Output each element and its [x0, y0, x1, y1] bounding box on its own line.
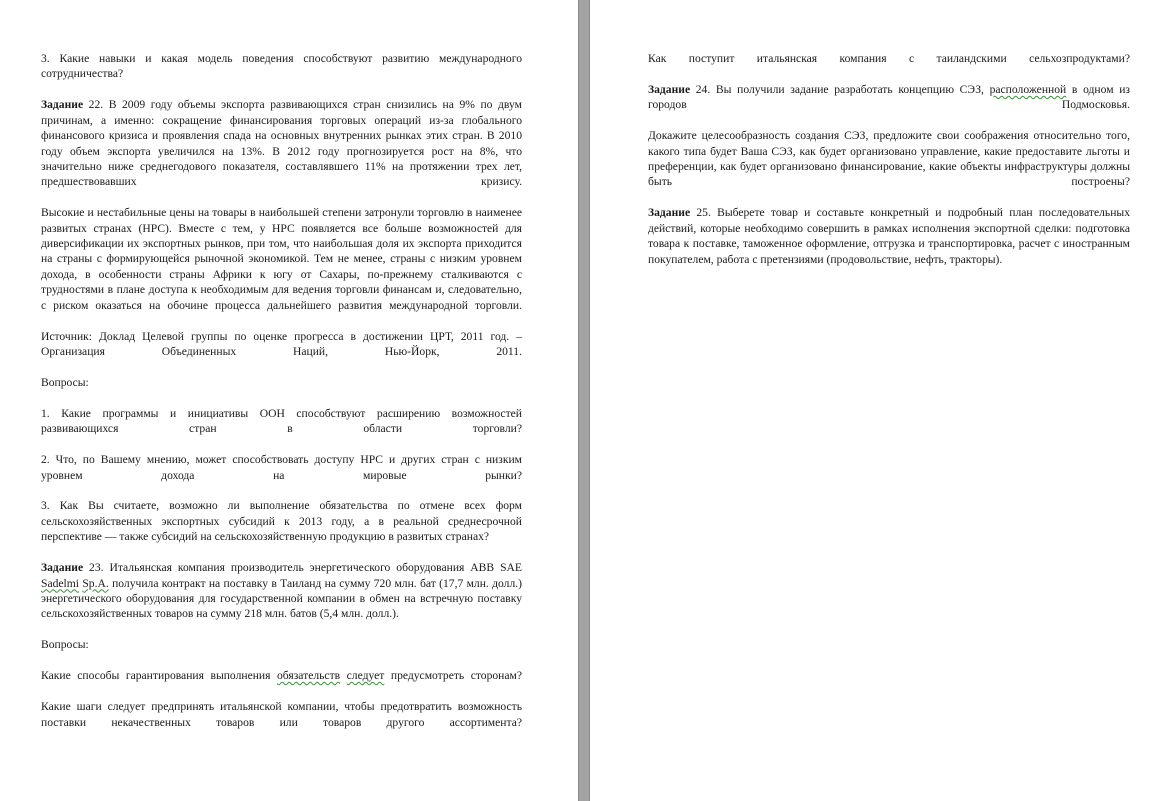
task-24-instructions: Докажите целесообразность создания СЭЗ, предложите свои соображения относительно того, какого типа будет Ваша СЭЗ, как будет организовано управление, какие предоставите льготы и преференции, как будет организовано финансирование, какие объекты инфраструктуры должны быть построены?: [648, 129, 1130, 189]
task-25-text: 25. Выберете товар и составьте конкретный и подробный план последовательных действий, которые необходимо совершить в рамках исполнения экспортной сделки: подготовка товара к поставке, таможенное оформление, отгрузка и транспортировка, расчет с иностранным покупателем, работа с претензиями (продовольствие, нефть, тракторы).: [648, 206, 1130, 266]
question-23-1: [41, 668, 522, 683]
task-label: Задание: [648, 206, 691, 220]
q23-1-text-a: Какие способы гарантирования выполнения: [41, 669, 277, 683]
task-label: Задание: [41, 561, 84, 575]
task-24-text-b: в одном из городов Подмосковья.: [648, 82, 1131, 112]
paragraph-commodity-prices: Высокие и нестабильные цены на товары в наибольшей степени затронули торговлю в наименее развитых странах (НРС). Вместе с тем, у НРС появляется все больше возможностей для диверсификации их экспортных рынков, при том, что наибольшая доля их экспорта приходится на страны с формирующейся рыночной экономикой. Тем не менее, страны с низким уровнем дохода, в особенности страны Африки к югу от Сахары, по-прежнему сталкиваются с трудностями в плане доступа к необходимым для ведения торговли финансам и, следовательно, с риском оказаться на обочине процесса дальнейшего развития международной торговли.: [41, 206, 522, 312]
task-25-paragraph: [648, 205, 1130, 267]
questions-heading-2: Вопросы:: [41, 638, 89, 652]
question-23-3: Как поступит итальянская компания с таиландскими сельхозпродуктами?: [648, 52, 1130, 65]
task-24-paragraph: [648, 82, 1130, 113]
right-page-text-column: [648, 51, 1130, 282]
task-23-paragraph: [41, 560, 522, 622]
source-citation: Источник: Доклад Целевой группы по оценке прогресса в достижении ЦРТ, 2011 год. – Организация Объединенных Наций, Нью-Йорк, 2011.: [41, 329, 522, 358]
spellcheck-word[interactable]: обязательств: [276, 669, 341, 683]
task-23-text-b: получила контракт на поставку в Таиланд на сумму 720 млн. бат (17,7 млн. долл.) энергетического оборудования для государственной компании в обмен на встречную поставку сельскохозяйственных товаров на сумму 218 млн. батов (5,4 млн. долл.).: [41, 576, 522, 621]
left-page-text-column: [41, 51, 522, 745]
task-label: Задание: [648, 82, 691, 96]
spellcheck-word[interactable]: расположенной: [989, 82, 1067, 96]
question-23-2: Какие шаги следует предпринять итальянской компании, чтобы предотвратить возможность поставки некачественных товаров или товаров другого ассортимента?: [41, 700, 522, 729]
question-22-1: 1. Какие программы и инициативы ООН способствуют расширению возможностей развивающихся стран в области торговли?: [41, 406, 522, 436]
questions-heading: Вопросы:: [41, 375, 89, 389]
task-23-text-a: 23. Итальянская компания производитель энергетического оборудования ABB SAE: [83, 561, 522, 575]
question-3-cooperation: 3. Какие навыки и какая модель поведения способствуют развитию международного сотрудничества?: [41, 52, 522, 81]
document-page-right[interactable]: [590, 0, 1149, 801]
spellcheck-word[interactable]: следует: [346, 669, 385, 683]
spellcheck-word[interactable]: Sp.A.: [82, 576, 109, 590]
question-22-3: 3. Как Вы считаете, возможно ли выполнение обязательства по отмене всех форм сельскохозяйственных экспортных субсидий к 2013 году, а в реальной среднесрочной перспективе — также субсидий на сельскохозяйственную продукцию в развитых странах?: [41, 499, 522, 544]
task-label: Задание: [41, 98, 84, 112]
task-22-paragraph: [41, 97, 522, 189]
question-22-2: 2. Что, по Вашему мнению, может способствовать доступу НРС и других стран с низким уровнем дохода на мировые рынки?: [41, 453, 522, 482]
spellcheck-word[interactable]: Sadelmi: [41, 576, 79, 590]
task-24-text-a: 24. Вы получили задание разработать концепцию СЭЗ,: [690, 82, 990, 96]
page-gutter: [578, 0, 590, 801]
task-22-text: 22. В 2009 году объемы экспорта развивающихся стран снизились на 9% по двум причинам, а именно: сокращение финансирования торговых операций из-за глобального финансового кризиса и проявления спада на основных внутренних рынках этих стран. В 2010 году объем экспорта увеличился на 13%. В 2012 году прогнозируется рост на 8%, что значительно ниже среднегодового показателя, составлявшего 11% на протяжении трех лет, предшествовавших кризису.: [41, 98, 522, 189]
q23-1-text-b: предусмотреть сторонам?: [384, 669, 522, 683]
